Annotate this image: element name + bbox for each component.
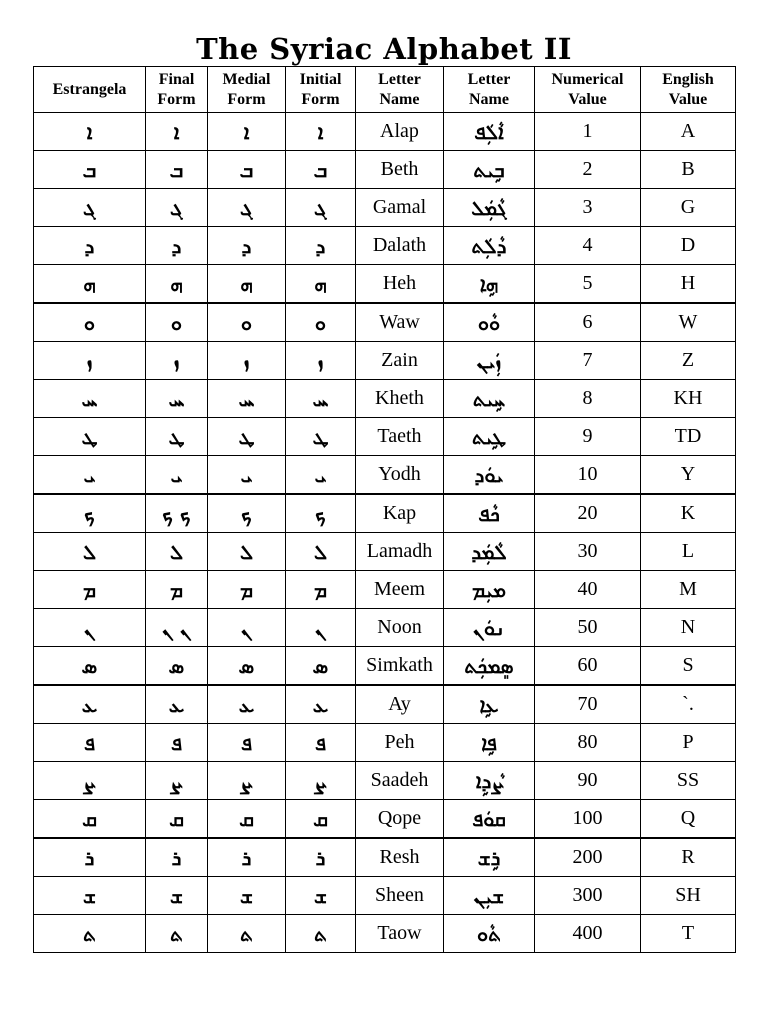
letter-name-syriac-cell: ܛܹܝܬ <box>444 418 535 456</box>
initial-form-cell: ܪ <box>286 838 356 877</box>
letter-name-cell: Ay <box>356 685 444 724</box>
table-header-row <box>34 67 736 113</box>
column-header-english-value <box>641 67 736 113</box>
final-form-cell: ܫ <box>146 877 208 915</box>
medial-form-cell: ܗ <box>208 265 286 304</box>
numerical-value-cell: 10 <box>535 456 641 495</box>
medial-form-cell: ܓ <box>208 189 286 227</box>
column-header-line2: Form <box>301 90 340 108</box>
numerical-value-cell: 70 <box>535 685 641 724</box>
final-form-cell: ܬ <box>146 915 208 953</box>
column-header-letter-name <box>356 67 444 113</box>
final-form-cell: ܗ <box>146 265 208 304</box>
initial-form-cell: ܘ <box>286 303 356 342</box>
letter-name-cell: Noon <box>356 609 444 647</box>
english-value-cell: S <box>641 647 736 686</box>
final-form-cell: ܛ <box>146 418 208 456</box>
letter-name-syriac-cell: ܘܵܘ <box>444 303 535 342</box>
column-header-line1: Final <box>158 70 195 88</box>
letter-name-syriac-cell: ܦܹܐ <box>444 724 535 762</box>
numerical-value-cell: 3 <box>535 189 641 227</box>
letter-name-syriac-cell: ܣܸܡܟܲܬ <box>444 647 535 686</box>
initial-form-cell: ܥ <box>286 685 356 724</box>
table-row <box>34 494 736 533</box>
numerical-value-cell: 200 <box>535 838 641 877</box>
final-form-cell: ܨ <box>146 762 208 800</box>
estrangela-cell: ܘ <box>34 303 146 342</box>
column-header-letter-name-syriac <box>444 67 535 113</box>
final-form-cell: ܥ <box>146 685 208 724</box>
final-form-cell: ܕ <box>146 227 208 265</box>
final-form-cell: ܓ <box>146 189 208 227</box>
letter-name-cell: Yodh <box>356 456 444 495</box>
numerical-value-cell: 2 <box>535 151 641 189</box>
initial-form-cell: ܟ <box>286 494 356 533</box>
table-row <box>34 303 736 342</box>
numerical-value-cell: 60 <box>535 647 641 686</box>
letter-name-syriac-cell: ܢܘܿܢ <box>444 609 535 647</box>
numerical-value-cell: 9 <box>535 418 641 456</box>
estrangela-cell: ܙ <box>34 342 146 380</box>
final-form-cell: ܡ <box>146 571 208 609</box>
letter-name-syriac-cell: ܙܲܝܢ <box>444 342 535 380</box>
medial-form-cell: ܢ <box>208 609 286 647</box>
letter-name-cell: Resh <box>356 838 444 877</box>
initial-form-cell: ܛ <box>286 418 356 456</box>
final-form-cell: ܩ <box>146 800 208 839</box>
medial-form-cell: ܡ <box>208 571 286 609</box>
letter-name-cell: Kheth <box>356 380 444 418</box>
estrangela-cell: ܡ <box>34 571 146 609</box>
english-value-cell: TD <box>641 418 736 456</box>
letter-name-cell: Kap <box>356 494 444 533</box>
letter-name-cell: Zain <box>356 342 444 380</box>
table-row <box>34 724 736 762</box>
final-form-cell: ܢ ܢ <box>146 609 208 647</box>
english-value-cell: K <box>641 494 736 533</box>
estrangela-cell: ܪ <box>34 838 146 877</box>
final-form-cell: ܙ <box>146 342 208 380</box>
syriac-alphabet-table <box>33 66 736 953</box>
english-value-cell: Q <box>641 800 736 839</box>
english-value-cell: SS <box>641 762 736 800</box>
final-form-cell: ܟ ܟ <box>146 494 208 533</box>
letter-name-cell: Sheen <box>356 877 444 915</box>
initial-form-cell: ܬ <box>286 915 356 953</box>
numerical-value-cell: 6 <box>535 303 641 342</box>
letter-name-syriac-cell: ܪܹܫ <box>444 838 535 877</box>
medial-form-cell: ܪ <box>208 838 286 877</box>
initial-form-cell: ܨ <box>286 762 356 800</box>
letter-name-syriac-cell: ܒܹܝܬ <box>444 151 535 189</box>
medial-form-cell: ܝ <box>208 456 286 495</box>
english-value-cell: G <box>641 189 736 227</box>
english-value-cell: Y <box>641 456 736 495</box>
english-value-cell: W <box>641 303 736 342</box>
english-value-cell: B <box>641 151 736 189</box>
numerical-value-cell: 50 <box>535 609 641 647</box>
letter-name-cell: Dalath <box>356 227 444 265</box>
initial-form-cell: ܙ <box>286 342 356 380</box>
estrangela-cell: ܚ <box>34 380 146 418</box>
final-form-cell: ܦ <box>146 724 208 762</box>
numerical-value-cell: 40 <box>535 571 641 609</box>
estrangela-cell: ܠ <box>34 533 146 571</box>
medial-form-cell: ܕ <box>208 227 286 265</box>
initial-form-cell: ܢ <box>286 609 356 647</box>
letter-name-syriac-cell: ܐܵܠܲܦ <box>444 113 535 151</box>
final-form-cell: ܣ <box>146 647 208 686</box>
english-value-cell: N <box>641 609 736 647</box>
final-form-cell: ܝ <box>146 456 208 495</box>
medial-form-cell: ܣ <box>208 647 286 686</box>
table-row <box>34 915 736 953</box>
english-value-cell: D <box>641 227 736 265</box>
initial-form-cell: ܡ <box>286 571 356 609</box>
english-value-cell: R <box>641 838 736 877</box>
estrangela-cell: ܗ <box>34 265 146 304</box>
estrangela-cell: ܬ <box>34 915 146 953</box>
estrangela-cell: ܢ <box>34 609 146 647</box>
english-value-cell: H <box>641 265 736 304</box>
numerical-value-cell: 400 <box>535 915 641 953</box>
column-header-line2: Value <box>568 90 607 108</box>
page-title: The Syriac Alphabet II <box>196 32 572 66</box>
table-row <box>34 456 736 495</box>
letter-name-cell: Taow <box>356 915 444 953</box>
letter-name-syriac-cell: ܬܵܘ <box>444 915 535 953</box>
estrangela-cell: ܩ <box>34 800 146 839</box>
letter-name-cell: Peh <box>356 724 444 762</box>
letter-name-cell: Heh <box>356 265 444 304</box>
medial-form-cell: ܛ <box>208 418 286 456</box>
estrangela-cell: ܦ <box>34 724 146 762</box>
final-form-cell: ܠ <box>146 533 208 571</box>
letter-name-syriac-cell: ܚܹܝܬ <box>444 380 535 418</box>
column-header-line2: Value <box>668 90 708 108</box>
final-form-cell: ܐ <box>146 113 208 151</box>
column-header-medial-form <box>208 67 286 113</box>
column-header-numerical-value <box>535 67 641 113</box>
numerical-value-cell: 5 <box>535 265 641 304</box>
estrangela-cell: ܨ <box>34 762 146 800</box>
medial-form-cell: ܦ <box>208 724 286 762</box>
letter-name-syriac-cell: ܝܘܿܕ <box>444 456 535 495</box>
initial-form-cell: ܗ <box>286 265 356 304</box>
estrangela-cell: ܕ <box>34 227 146 265</box>
numerical-value-cell: 100 <box>535 800 641 839</box>
letter-name-syriac-cell: ܫܝܼܢ <box>444 877 535 915</box>
estrangela-cell: ܥ <box>34 685 146 724</box>
medial-form-cell: ܠ <box>208 533 286 571</box>
letter-name-cell: Taeth <box>356 418 444 456</box>
column-header-line1: English <box>662 70 714 88</box>
column-header-line1: Numerical <box>551 70 624 88</box>
numerical-value-cell: 7 <box>535 342 641 380</box>
table-row <box>34 685 736 724</box>
english-value-cell: T <box>641 915 736 953</box>
table-row <box>34 265 736 304</box>
estrangela-cell: ܝ <box>34 456 146 495</box>
numerical-value-cell: 90 <box>535 762 641 800</box>
column-header-line1: Medial <box>222 70 271 88</box>
medial-form-cell: ܚ <box>208 380 286 418</box>
column-header-estrangela <box>34 67 146 113</box>
numerical-value-cell: 1 <box>535 113 641 151</box>
letter-name-syriac-cell: ܠܵܡܲܕ <box>444 533 535 571</box>
estrangela-cell: ܫ <box>34 877 146 915</box>
table-row <box>34 113 736 151</box>
numerical-value-cell: 80 <box>535 724 641 762</box>
medial-form-cell: ܙ <box>208 342 286 380</box>
numerical-value-cell: 300 <box>535 877 641 915</box>
initial-form-cell: ܦ <box>286 724 356 762</box>
table-row <box>34 609 736 647</box>
estrangela-cell: ܓ <box>34 189 146 227</box>
medial-form-cell: ܐ <box>208 113 286 151</box>
initial-form-cell: ܫ <box>286 877 356 915</box>
column-header-line2: Name <box>469 90 509 108</box>
initial-form-cell: ܕ <box>286 227 356 265</box>
column-header-line2: Name <box>379 90 420 108</box>
medial-form-cell: ܟ <box>208 494 286 533</box>
estrangela-cell: ܒ <box>34 151 146 189</box>
letter-name-cell: Simkath <box>356 647 444 686</box>
english-value-cell: P <box>641 724 736 762</box>
estrangela-cell: ܣ <box>34 647 146 686</box>
initial-form-cell: ܠ <box>286 533 356 571</box>
medial-form-cell: ܨ <box>208 762 286 800</box>
letter-name-cell: Waw <box>356 303 444 342</box>
column-header-line2: Form <box>227 90 266 108</box>
letter-name-cell: Beth <box>356 151 444 189</box>
english-value-cell: M <box>641 571 736 609</box>
letter-name-cell: Alap <box>356 113 444 151</box>
estrangela-cell: ܟ <box>34 494 146 533</box>
initial-form-cell: ܩ <box>286 800 356 839</box>
initial-form-cell: ܒ <box>286 151 356 189</box>
english-value-cell: SH <box>641 877 736 915</box>
initial-form-cell: ܝ <box>286 456 356 495</box>
numerical-value-cell: 20 <box>535 494 641 533</box>
letter-name-syriac-cell: ܡܝܼܡ <box>444 571 535 609</box>
medial-form-cell: ܘ <box>208 303 286 342</box>
letter-name-syriac-cell: ܕܵܠܲܬ <box>444 227 535 265</box>
final-form-cell: ܘ <box>146 303 208 342</box>
letter-name-syriac-cell: ܟܵܦ <box>444 494 535 533</box>
letter-name-cell: Saadeh <box>356 762 444 800</box>
initial-form-cell: ܐ <box>286 113 356 151</box>
english-value-cell: KH <box>641 380 736 418</box>
table-row <box>34 189 736 227</box>
letter-name-syriac-cell: ܓܵܡܲܠ <box>444 189 535 227</box>
table-row <box>34 571 736 609</box>
medial-form-cell: ܬ <box>208 915 286 953</box>
initial-form-cell: ܣ <box>286 647 356 686</box>
column-header-line2: Form <box>157 90 196 108</box>
letter-name-syriac-cell: ܨܵܕܹܐ <box>444 762 535 800</box>
letter-name-cell: Meem <box>356 571 444 609</box>
column-header-line1: Initial <box>299 70 342 88</box>
letter-name-cell: Gamal <box>356 189 444 227</box>
table-row <box>34 647 736 686</box>
column-header-line1: Letter <box>467 70 511 88</box>
english-value-cell: L <box>641 533 736 571</box>
column-header-line1: Letter <box>378 70 421 88</box>
medial-form-cell: ܩ <box>208 800 286 839</box>
english-value-cell: A <box>641 113 736 151</box>
table-row <box>34 151 736 189</box>
letter-name-cell: Qope <box>356 800 444 839</box>
final-form-cell: ܒ <box>146 151 208 189</box>
medial-form-cell: ܒ <box>208 151 286 189</box>
table-row <box>34 877 736 915</box>
english-value-cell: `. <box>641 685 736 724</box>
table-row <box>34 800 736 839</box>
column-header-final-form <box>146 67 208 113</box>
letter-name-syriac-cell: ܩܘܿܦ <box>444 800 535 839</box>
table-row <box>34 380 736 418</box>
estrangela-cell: ܐ <box>34 113 146 151</box>
letter-name-cell: Lamadh <box>356 533 444 571</box>
final-form-cell: ܪ <box>146 838 208 877</box>
table-row <box>34 838 736 877</box>
table-body <box>34 113 736 953</box>
numerical-value-cell: 30 <box>535 533 641 571</box>
letter-name-syriac-cell: ܥܹܐ <box>444 685 535 724</box>
estrangela-cell: ܛ <box>34 418 146 456</box>
letter-name-syriac-cell: ܗܹܐ <box>444 265 535 304</box>
table-row <box>34 762 736 800</box>
medial-form-cell: ܥ <box>208 685 286 724</box>
initial-form-cell: ܓ <box>286 189 356 227</box>
final-form-cell: ܚ <box>146 380 208 418</box>
column-header-line1: Estrangela <box>52 80 127 98</box>
initial-form-cell: ܚ <box>286 380 356 418</box>
numerical-value-cell: 8 <box>535 380 641 418</box>
table-row <box>34 533 736 571</box>
medial-form-cell: ܫ <box>208 877 286 915</box>
table-row <box>34 227 736 265</box>
numerical-value-cell: 4 <box>535 227 641 265</box>
english-value-cell: Z <box>641 342 736 380</box>
table-row <box>34 342 736 380</box>
column-header-initial-form <box>286 67 356 113</box>
table-row <box>34 418 736 456</box>
